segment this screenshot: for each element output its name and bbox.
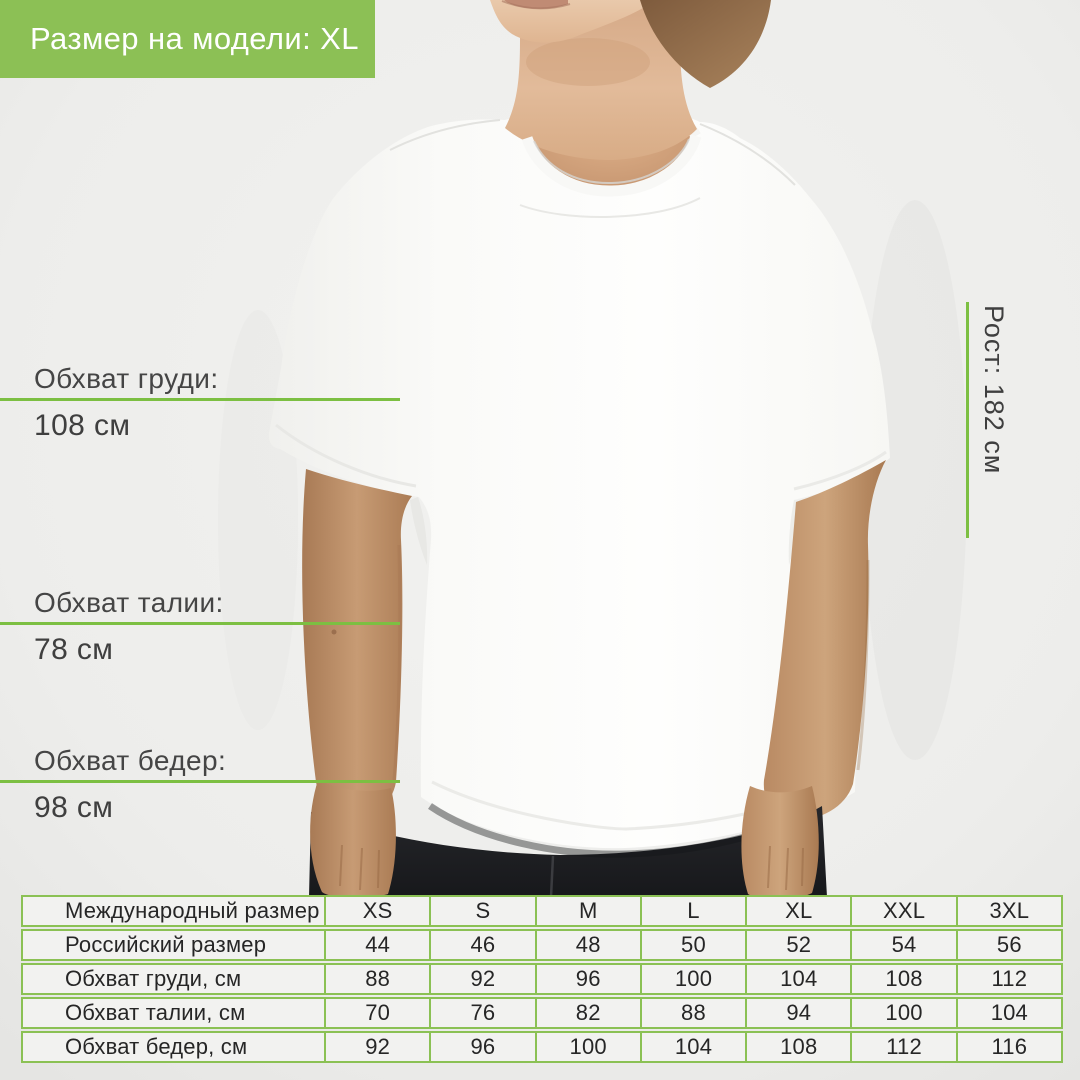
model-size-banner xyxy=(0,0,375,78)
size-cell: 76 xyxy=(431,997,536,1029)
size-cell: S xyxy=(431,895,536,927)
size-cell: XS xyxy=(326,895,431,927)
height-label: Рост: 182 см xyxy=(979,305,1009,475)
chest-measurement xyxy=(0,364,420,443)
waist-measurement xyxy=(0,588,420,667)
height-measurement-line xyxy=(966,302,969,538)
hips-measurement-line xyxy=(0,780,400,783)
model-size-label: Размер на модели: XL xyxy=(30,21,359,56)
size-cell: 104 xyxy=(747,963,852,995)
size-cell: 100 xyxy=(642,963,747,995)
waist-measurement-line xyxy=(0,622,400,625)
size-cell: 56 xyxy=(958,929,1063,961)
waist-label: Обхват талии: xyxy=(34,587,224,618)
table-row xyxy=(21,963,1063,995)
size-cell: 116 xyxy=(958,1031,1063,1063)
size-cell: 108 xyxy=(747,1031,852,1063)
size-cell: 3XL xyxy=(958,895,1063,927)
size-cell: 112 xyxy=(958,963,1063,995)
size-cell: 96 xyxy=(431,1031,536,1063)
size-cell: 88 xyxy=(326,963,431,995)
size-cell: 48 xyxy=(537,929,642,961)
size-cell: 94 xyxy=(747,997,852,1029)
size-cell: XXL xyxy=(852,895,957,927)
row-label: Российский размер xyxy=(21,929,326,961)
size-cell: 70 xyxy=(326,997,431,1029)
size-cell: 92 xyxy=(431,963,536,995)
size-cell: 100 xyxy=(537,1031,642,1063)
size-cell: L xyxy=(642,895,747,927)
size-cell: 88 xyxy=(642,997,747,1029)
hips-label: Обхват бедер: xyxy=(34,745,227,776)
hips-value: 98 см xyxy=(34,791,114,824)
table-row xyxy=(21,929,1063,961)
size-table xyxy=(21,893,1063,1065)
size-cell: 112 xyxy=(852,1031,957,1063)
size-cell: 92 xyxy=(326,1031,431,1063)
size-table-body xyxy=(21,895,1063,1063)
table-row xyxy=(21,895,1063,927)
row-label: Обхват бедер, см xyxy=(21,1031,326,1063)
size-cell: M xyxy=(537,895,642,927)
row-label: Международный размер xyxy=(21,895,326,927)
table-row xyxy=(21,1031,1063,1063)
size-cell: 44 xyxy=(326,929,431,961)
row-label: Обхват талии, см xyxy=(21,997,326,1029)
size-cell: 54 xyxy=(852,929,957,961)
chest-measurement-line xyxy=(0,398,400,401)
row-label: Обхват груди, см xyxy=(21,963,326,995)
table-row xyxy=(21,997,1063,1029)
size-cell: 108 xyxy=(852,963,957,995)
size-cell: 100 xyxy=(852,997,957,1029)
waist-value: 78 см xyxy=(34,633,114,666)
size-cell: 104 xyxy=(642,1031,747,1063)
size-cell: 96 xyxy=(537,963,642,995)
size-cell: 52 xyxy=(747,929,852,961)
hips-measurement xyxy=(0,746,420,825)
chest-value: 108 см xyxy=(34,409,131,442)
size-cell: 104 xyxy=(958,997,1063,1029)
size-cell: 46 xyxy=(431,929,536,961)
size-cell: 82 xyxy=(537,997,642,1029)
size-cell: 50 xyxy=(642,929,747,961)
size-cell: XL xyxy=(747,895,852,927)
chest-label: Обхват груди: xyxy=(34,363,219,394)
